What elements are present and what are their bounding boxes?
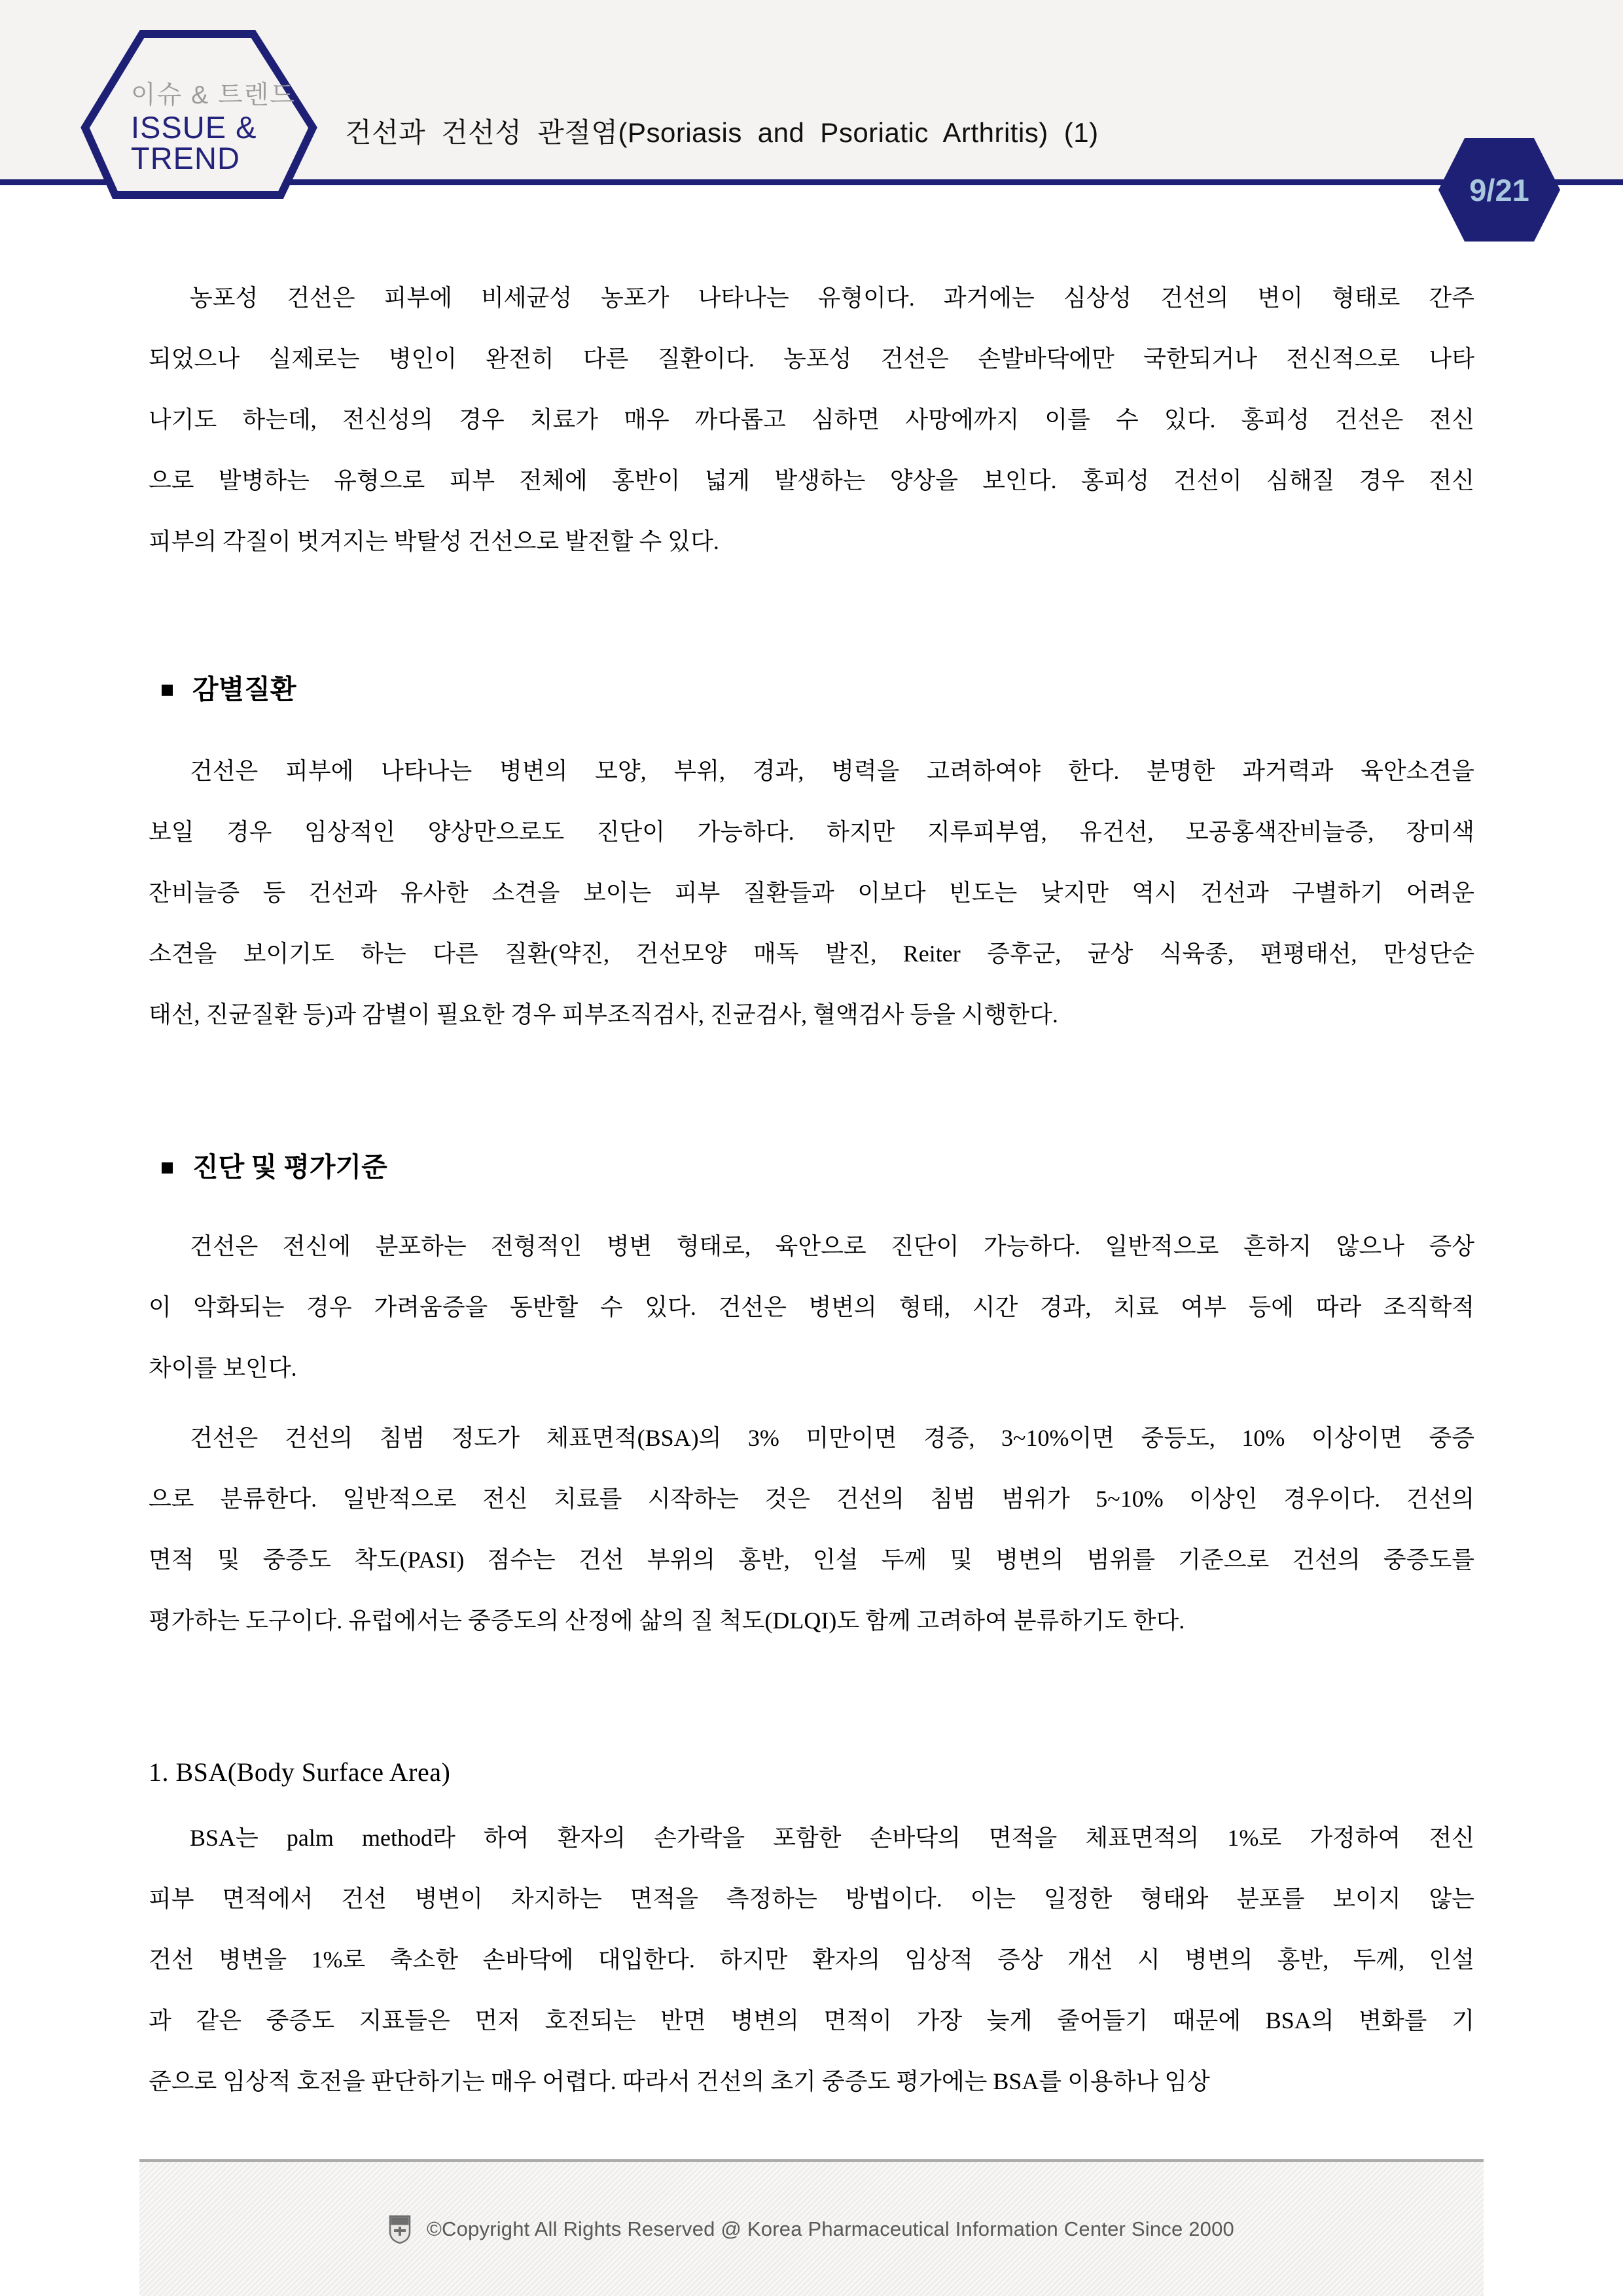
text-line: BSA는 palm method라 하여 환자의 손가락을 포함한 손바닥의 면적을 체표면적의 1%로 가정하여 전신 (190, 1825, 1474, 1851)
footer-copyright-row (389, 2215, 1234, 2244)
text-line: 나기도 하는데, 전신성의 경우 치료가 매우 까다롭고 심하면 사망에까지 이를 수 있다. 홍피성 건선은 전신 (149, 406, 1474, 433)
text-line: 되었으나 실제로는 병인이 완전히 다른 질환이다. 농포성 건선은 손발바닥에만 국한되거나 전신적으로 나타 (149, 346, 1474, 372)
text-line: 건선은 전신에 분포하는 전형적인 병변 형태로, 육안으로 진단이 가능하다. 일반적으로 흔하지 않으나 증상 (190, 1233, 1474, 1259)
page-title: 건선과 건선성 관절염(Psoriasis and Psoriatic Arthritis) (1) (345, 117, 1099, 148)
text-line: 잔비늘증 등 건선과 유사한 소견을 보이는 피부 질환들과 이보다 빈도는 낮지만 역시 건선과 구별하기 어려운 (149, 880, 1474, 906)
badge-english-line2: TREND (131, 141, 240, 175)
paragraph-diagnosis (149, 1216, 1474, 1399)
section-heading-label: 감별질환 (192, 674, 296, 704)
badge-english-line1: ISSUE & (131, 110, 257, 145)
square-bullet-icon (162, 685, 173, 696)
text-line: 피부 면적에서 건선 병변이 차지하는 면적을 측정하는 방법이다. 이는 일정한 형태와 분포를 보이지 않는 (149, 1886, 1474, 1912)
text-line: 평가하는 도구이다. 유럽에서는 중증도의 산정에 삶의 질 척도(DLQI)도 함께 고려하여 분류하기도 한다. (149, 1607, 1185, 1634)
paragraph-pustular-psoriasis (149, 268, 1474, 572)
square-bullet-icon (162, 1162, 173, 1174)
text-line: 태선, 진균질환 등)과 감별이 필요한 경우 피부조직검사, 진균검사, 혈액검사 등을 시행한다. (149, 1001, 1058, 1028)
section-heading-diagnosis-criteria (149, 1147, 1474, 1199)
text-line: 이 악화되는 경우 가려움증을 동반할 수 있다. 건선은 병변의 형태, 시간 경과, 치료 여부 등에 따라 조직학적 (149, 1294, 1474, 1320)
text-line: 차이를 보인다. (149, 1355, 297, 1381)
section-heading-differential-diagnosis (149, 669, 1474, 721)
text-line: 으로 발병하는 유형으로 피부 전체에 홍반이 넓게 발생하는 양상을 보인다. 홍피성 건선이 심해질 경우 전신 (149, 467, 1474, 493)
text-line: 농포성 건선은 피부에 비세균성 농포가 나타나는 유형이다. 과거에는 심상성 건선의 변이 형태로 간주 (190, 285, 1474, 311)
text-line: 피부의 각질이 벗겨지는 박탈성 건선으로 발전할 수 있다. (149, 528, 719, 554)
paragraph-differential-diagnosis (149, 741, 1474, 1045)
text-line: 건선은 건선의 침범 정도가 체표면적(BSA)의 3% 미만이면 경증, 3~10%이면 중등도, 10% 이상이면 중증 (190, 1425, 1474, 1451)
text-line: 준으로 임상적 호전을 판단하기는 매우 어렵다. 따라서 건선의 초기 중증도 평가에는 BSA를 이용하나 임상 (149, 2068, 1210, 2094)
text-line: 면적 및 중증도 착도(PASI) 점수는 건선 부위의 홍반, 인설 두께 및 병변의 범위를 기준으로 건선의 중증도를 (149, 1547, 1474, 1573)
section-heading-label: 진단 및 평가기준 (192, 1152, 387, 1182)
text-line: 보일 경우 임상적인 양상만으로도 진단이 가능하다. 하지만 지루피부염, 유건선, 모공홍색잔비늘증, 장미색 (149, 819, 1474, 845)
text-line: 건선 병변을 1%로 축소한 손바닥에 대입한다. 하지만 환자의 임상적 증상 개선 시 병변의 홍반, 두께, 인설 (149, 1946, 1474, 1973)
text-line: 건선은 피부에 나타나는 병변의 모양, 부위, 경과, 병력을 고려하여야 한다. 분명한 과거력과 육안소견을 (190, 758, 1474, 784)
text-line: 소견을 보이기도 하는 다른 질환(약진, 건선모양 매독 발진, Reiter 증후군, 균상 식육종, 편평태선, 만성단순 (149, 941, 1474, 967)
page-number-badge: 9/21 (1469, 172, 1529, 207)
text-line: 과 같은 중증도 지표들은 먼저 호전되는 반면 병변의 면적이 가장 늦게 줄어들기 때문에 BSA의 변화를 기 (149, 2007, 1474, 2034)
heading-bsa: 1. BSA(Body Surface Area) (149, 1757, 451, 1787)
paragraph-bsa-method (149, 1808, 1474, 2112)
badge-korean-label: 이슈 & 트렌드 (131, 81, 296, 109)
text-line: 으로 분류한다. 일반적으로 전신 치료를 시작하는 것은 건선의 침범 범위가 5~10% 이상인 경우이다. 건선의 (149, 1486, 1474, 1512)
kpic-shield-icon (389, 2215, 411, 2244)
footer-copyright-text: ©Copyright All Rights Reserved @ Korea Pharmaceutical Information Center Since 2000 (426, 2217, 1234, 2240)
paragraph-severity-classification (149, 1408, 1474, 1651)
footer (139, 2159, 1484, 2296)
